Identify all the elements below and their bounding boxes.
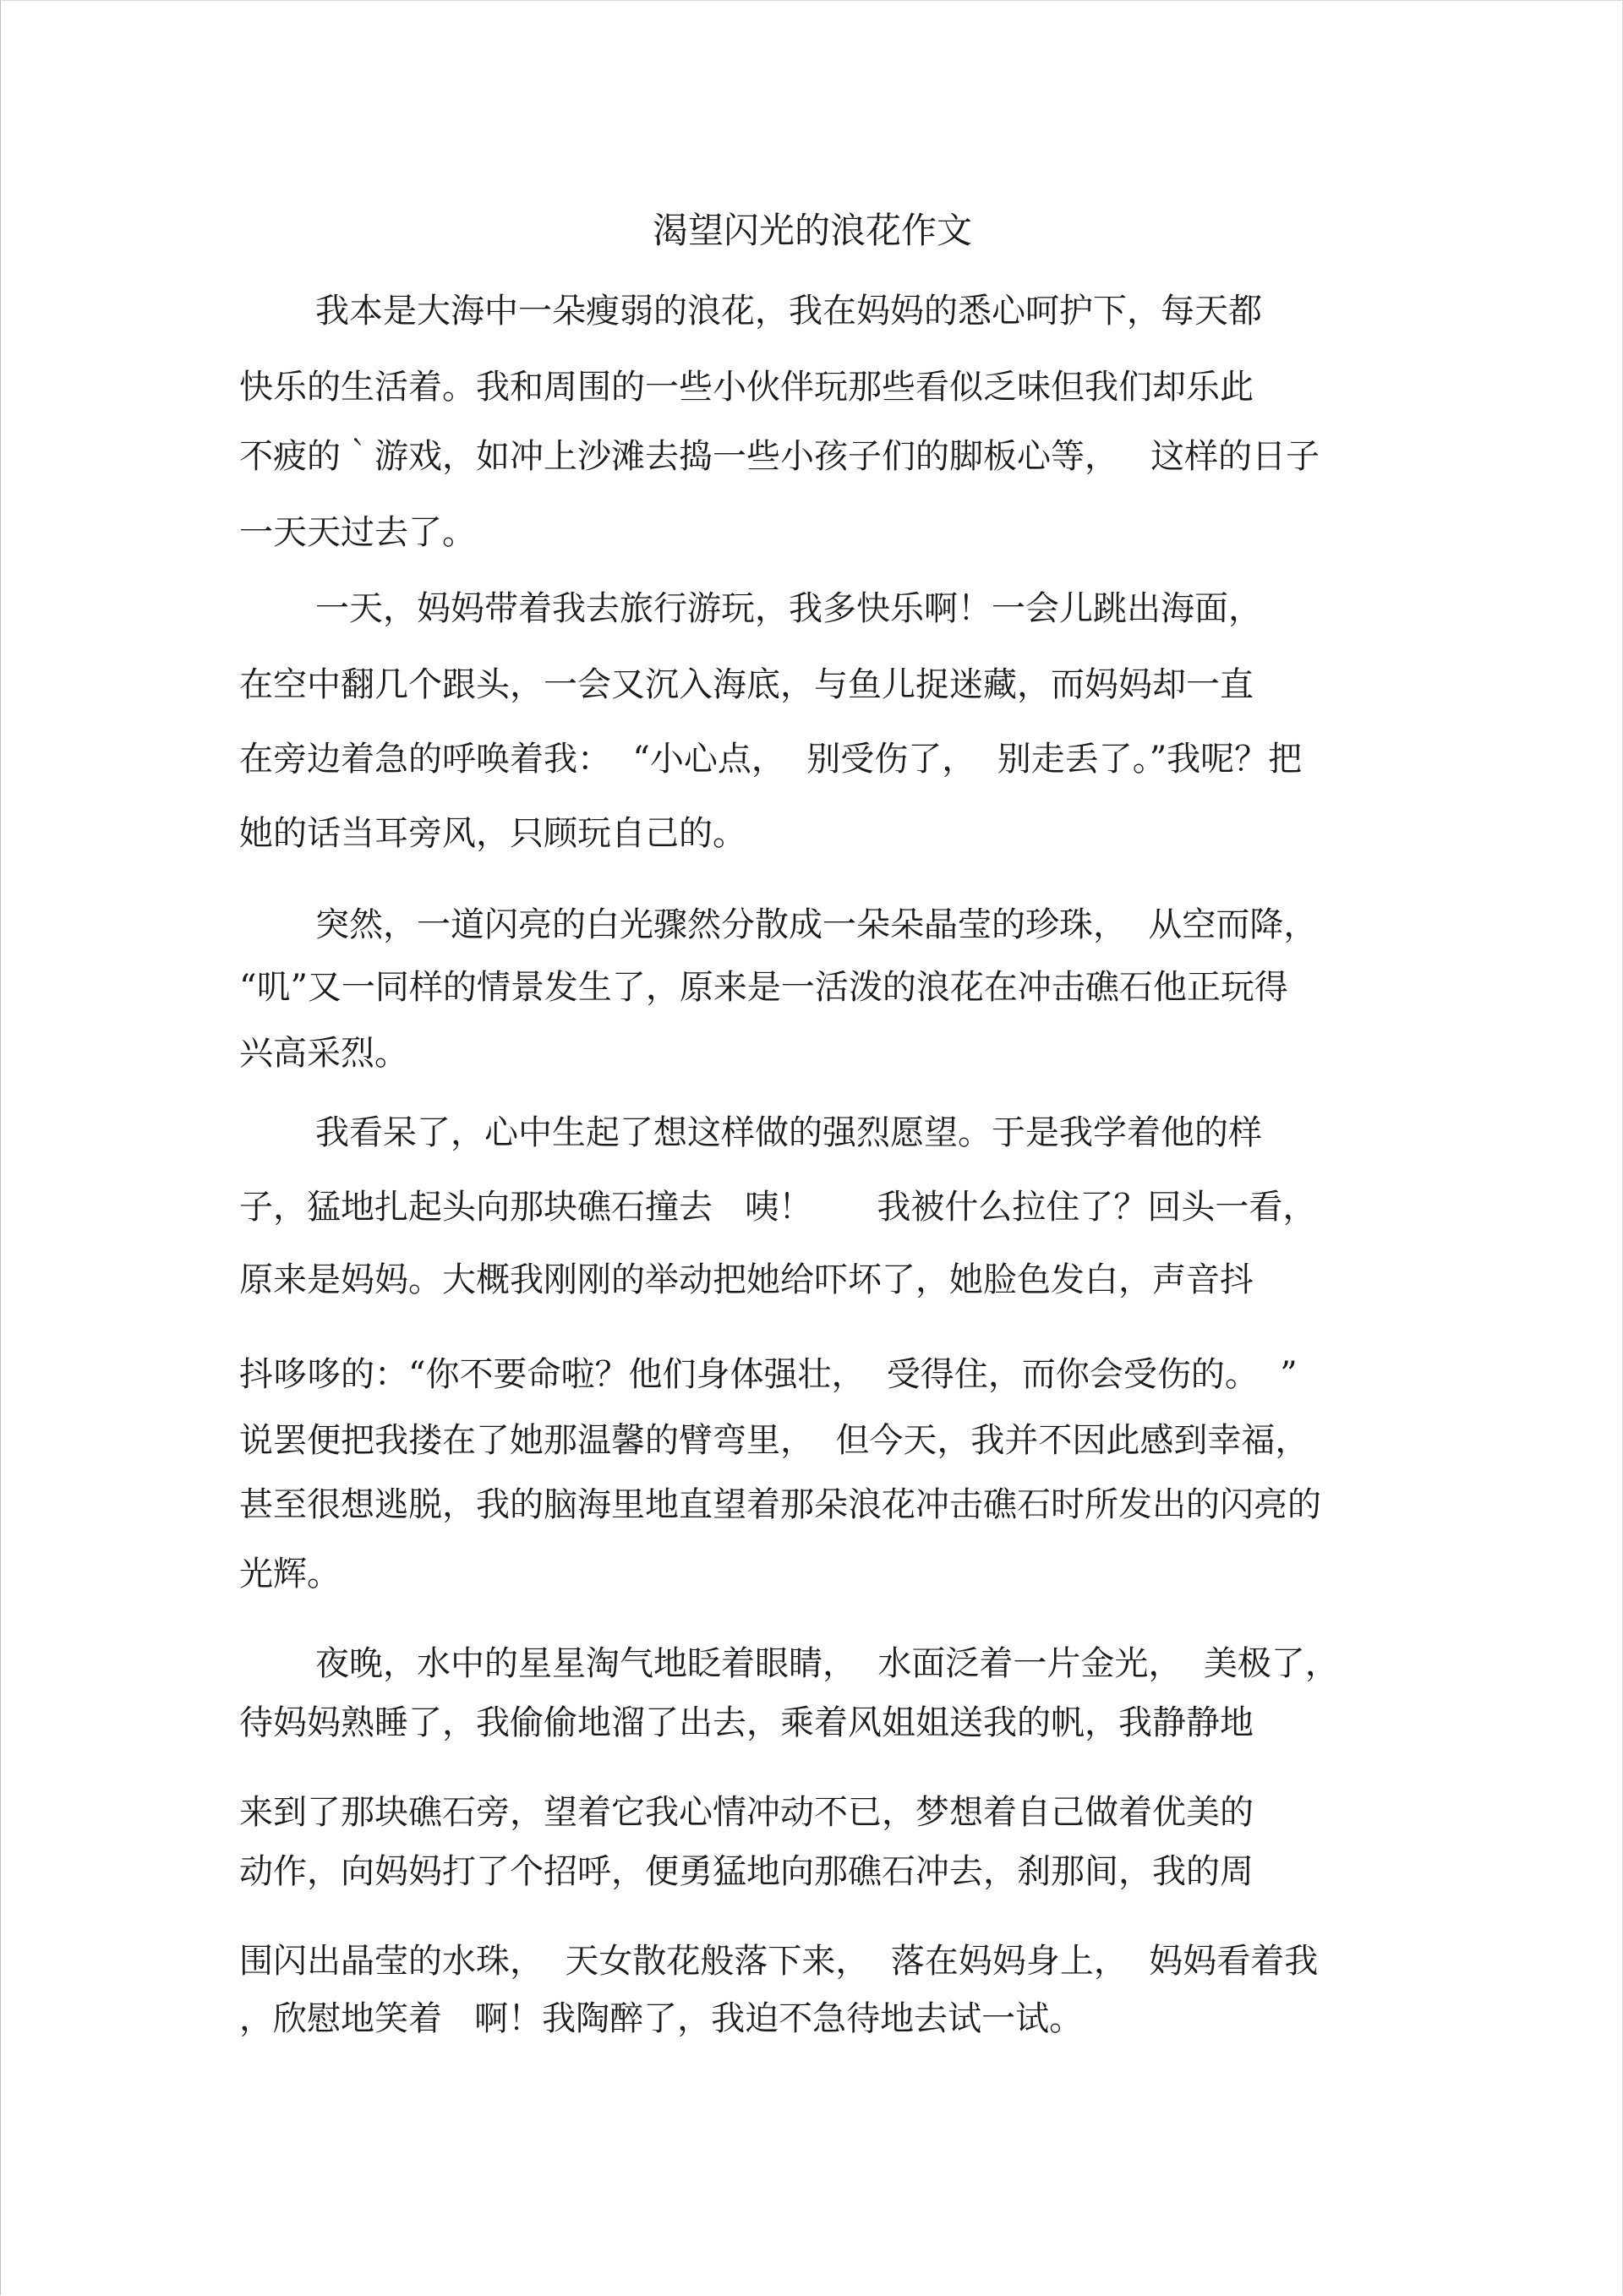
text-line: 我本是大海中一朵瘦弱的浪花，我在妈妈的悉心呵护下，每天都 [315, 292, 1262, 331]
text-line: 子，猛地扎起头向那块礁石撞去 咦！ 我被什么拉住了？回头一看， [239, 1188, 1317, 1227]
text-line: 动作，向妈妈打了个招呼，便勇猛地向那礁石冲去，刹那间，我的周 [239, 1852, 1254, 1891]
text-line: 我看呆了，心中生起了想这样做的强烈愿望。于是我学着他的样 [315, 1113, 1262, 1152]
text-line: 待妈妈熟睡了，我偷偷地溜了出去，乘着风姐姐送我的帆，我静静地 [239, 1703, 1254, 1742]
text-line: 在旁边着急的呼唤着我： “小心点， 别受伤了， 别走丢了。”我呢？把 [239, 740, 1303, 779]
text-line: 兴高采烈。 [239, 1034, 408, 1073]
text-line: “叽”又一同样的情景发生了，原来是一活泼的浪花在冲击礁石他正玩得 [239, 968, 1288, 1007]
text-line: 她的话当耳旁风，只顾玩自己的。 [239, 814, 746, 853]
text-line: 一天天过去了。 [239, 513, 476, 552]
text-line: 说罢便把我搂在了她那温馨的臂弯里， 但今天，我并不因此感到幸福， [239, 1421, 1309, 1460]
text-line: 不疲的｀游戏，如冲上沙滩去捣一些小孩子们的脚板心等， 这样的日子 [239, 437, 1320, 476]
text-line: 围闪出晶莹的水珠， 天女散花般落下来， 落在妈妈身上， 妈妈看着我 [239, 1942, 1319, 1981]
text-line: 甚至很想逃脱，我的脑海里地直望着那朵浪花冲击礁石时所发出的闪亮的 [239, 1485, 1321, 1524]
text-line: 光辉。 [239, 1555, 341, 1594]
document-title: 渴望闪光的浪花作文 [652, 210, 972, 251]
text-line: 原来是妈妈。大概我刚刚的举动把她给吓坏了，她脸色发白，声音抖 [239, 1260, 1254, 1299]
text-line: 来到了那块礁石旁，望着它我心情冲动不已，梦想着自己做着优美的 [239, 1793, 1254, 1832]
text-line: ，欣慰地笑着 啊！我陶醉了，我迫不急待地去试一试。 [239, 1999, 1084, 2038]
text-line: 一天，妈妈带着我去旅行游玩，我多快乐啊！一会儿跳出海面， [315, 589, 1262, 628]
text-line: 抖哆哆的：“你不要命啦？他们身体强壮， 受得住，而你会受伤的。 ” [239, 1355, 1298, 1394]
text-line: 快乐的生活着。我和周围的一些小伙伴玩那些看似乏味但我们却乐此 [239, 368, 1254, 407]
text-line: 夜晚，水中的星星淘气地眨着眼睛， 水面泛着一片金光， 美极了， [315, 1644, 1339, 1683]
text-line: 突然，一道闪亮的白光骤然分散成一朵朵晶莹的珍珠， 从空而降， [315, 905, 1318, 944]
text-line: 在空中翻几个跟头，一会又沉入海底，与鱼儿捉迷藏，而妈妈却一直 [239, 665, 1254, 704]
